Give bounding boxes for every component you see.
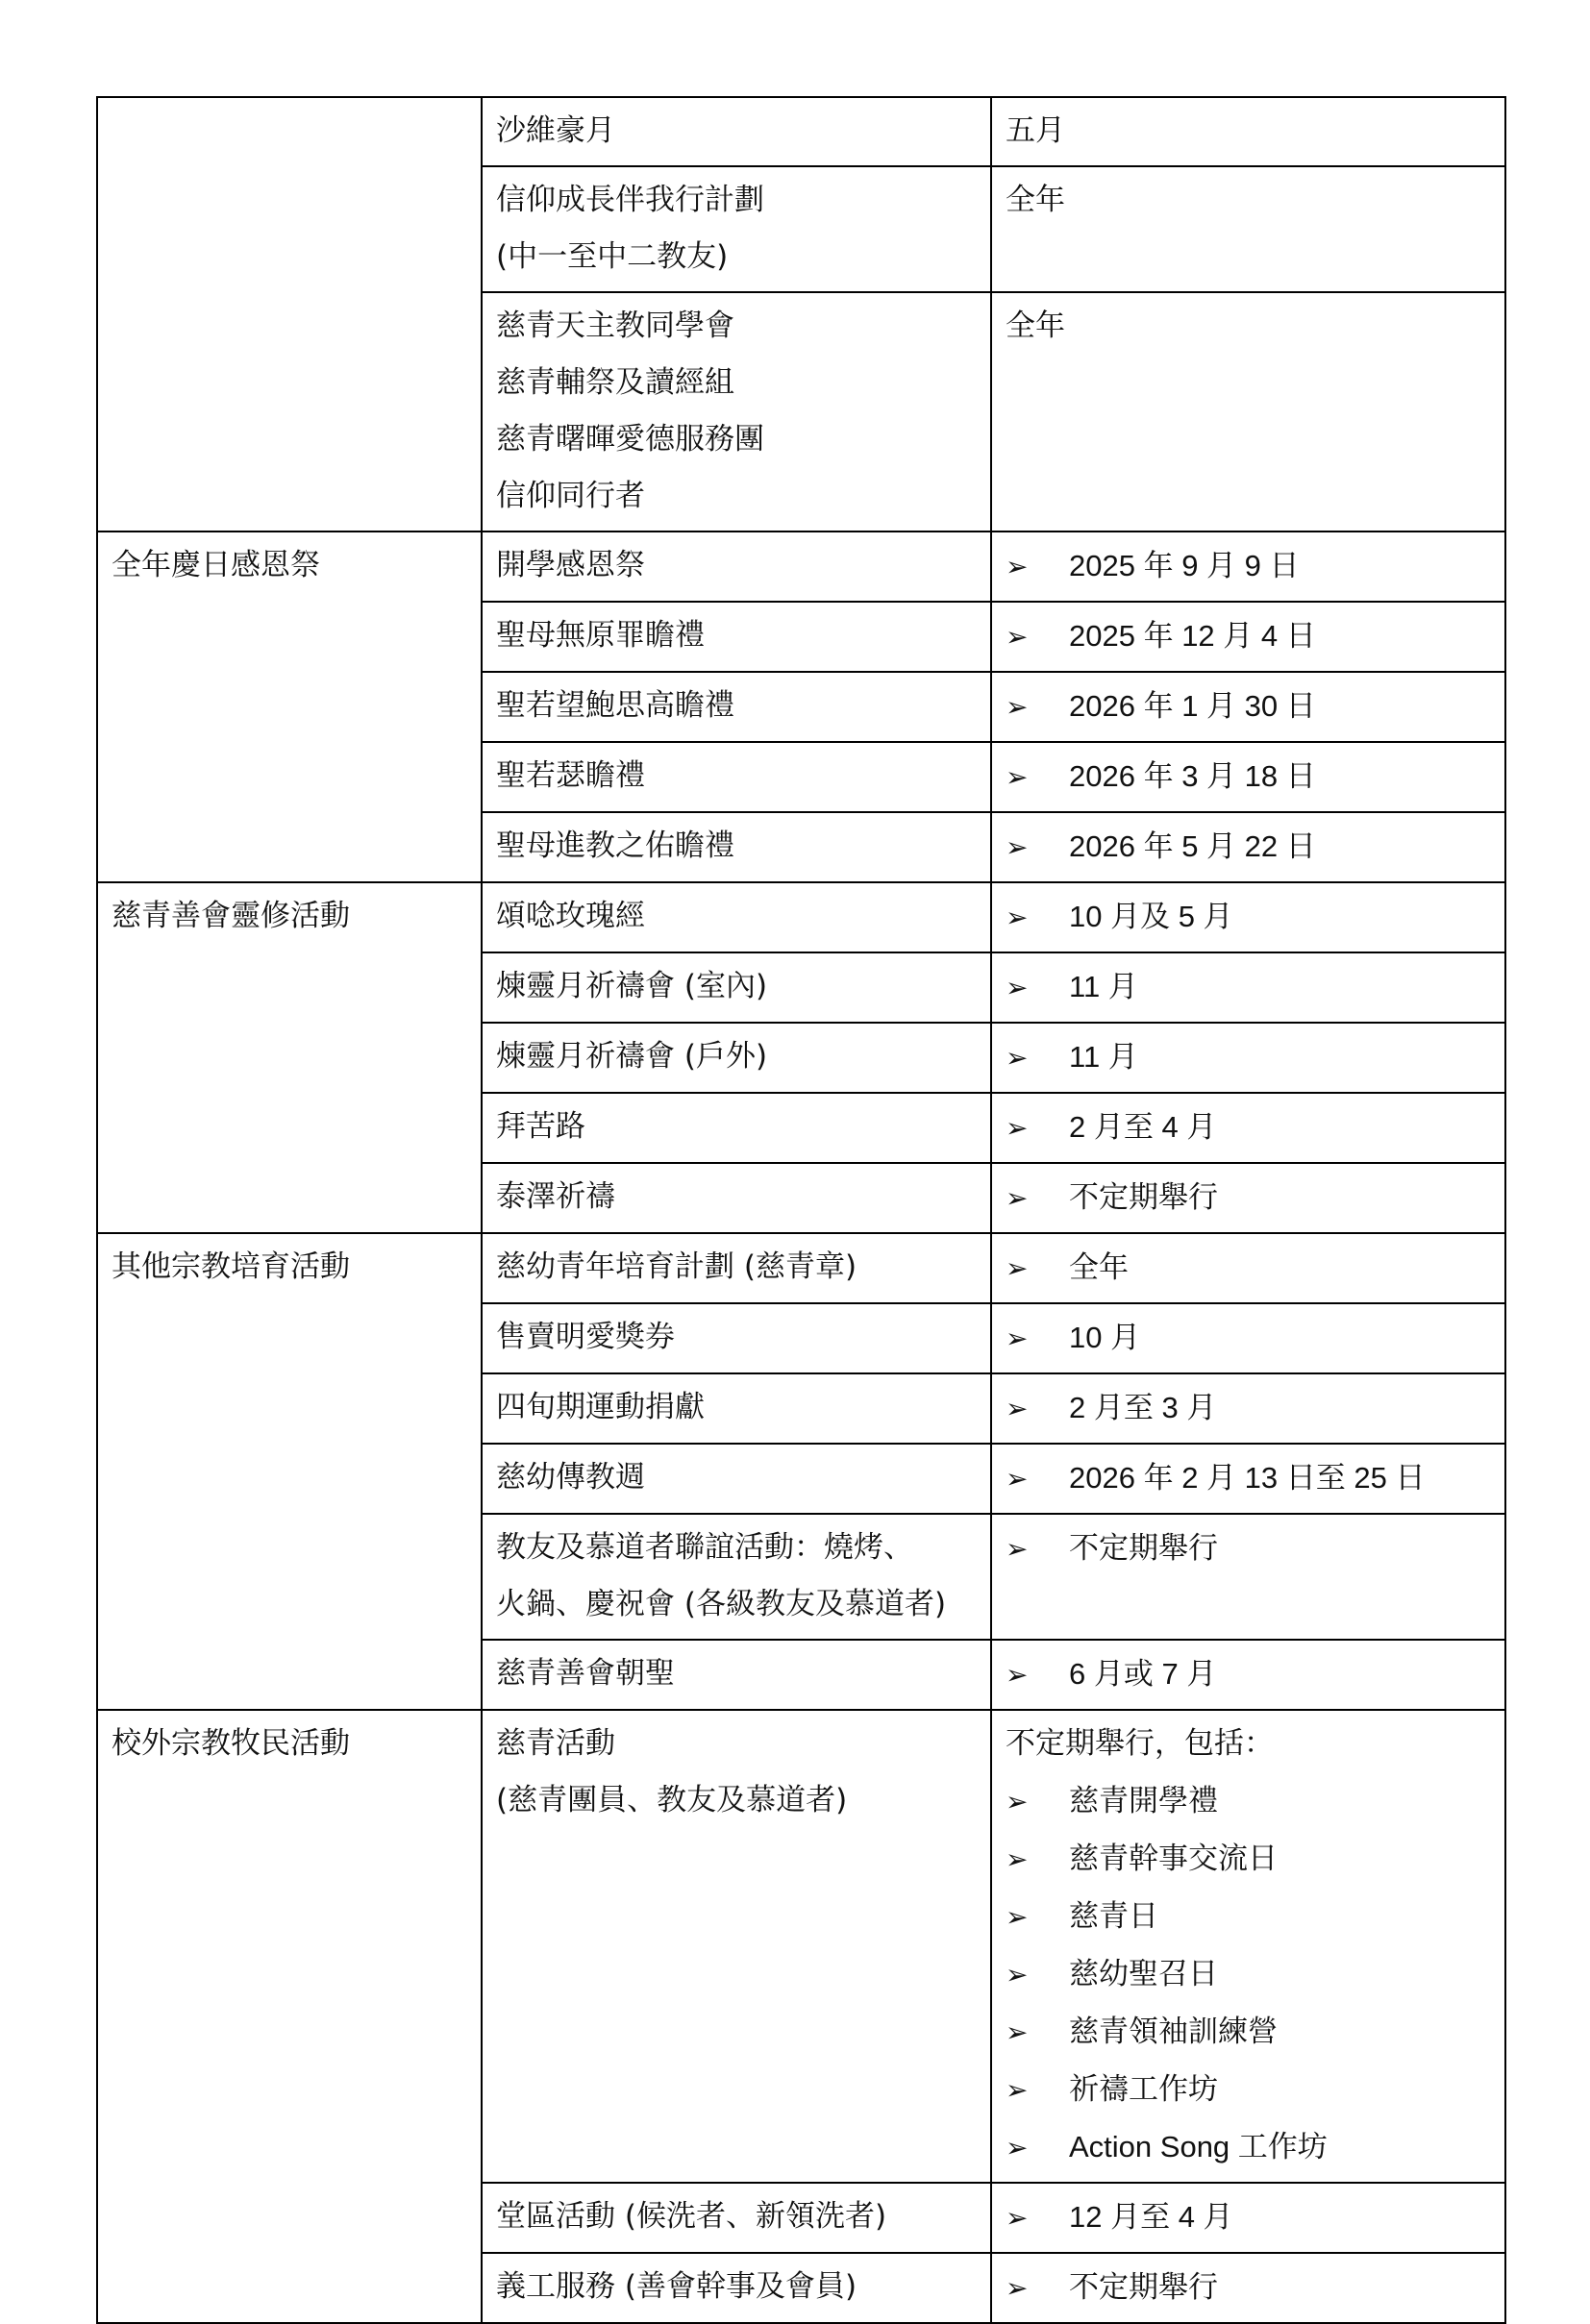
activity-cell [482,1023,991,1093]
time-cell [991,602,1505,672]
time-bullet-item [1006,1379,1491,1437]
time-bullet-item [1006,1099,1491,1156]
time-cell [991,952,1505,1023]
activity-name: 慈青輔祭及讀經組 [496,365,734,400]
arrow-bullet-icon: ➢ [1006,902,1029,933]
activity-name: 慈青曙暉愛德服務團 [496,422,764,457]
arrow-bullet-icon: ➢ [1006,1786,1029,1817]
time-bullet-item [1006,1309,1491,1367]
activity-name: 聖若瑟瞻禮 [496,758,645,793]
time-bullet-text: 2 月至 4 月 [1069,1110,1217,1144]
arrow-bullet-icon: ➢ [1006,1533,1029,1565]
activity-name: 慈幼青年培育計劃 (慈青章) [496,1249,857,1284]
activity-cell [482,1163,991,1233]
time-bullet-item [1006,1830,1491,1888]
time-bullet-item [1006,1169,1491,1226]
time-bullet-item [1006,1449,1491,1507]
time-bullet-text: 2026 年 3 月 18 日 [1069,759,1316,793]
time-bullet-item [1006,1520,1491,1577]
activity-name: 教友及慕道者聯誼活動：燒烤、 [496,1530,913,1565]
arrow-bullet-icon: ➢ [1006,761,1029,793]
time-bullet-item [1006,958,1491,1016]
time-bullet-item [1006,888,1491,946]
activity-name: 聖母進教之佑瞻禮 [496,828,734,863]
time-text: 五月 [1006,113,1065,148]
time-cell [991,812,1505,882]
category-cell [97,1233,482,1710]
table-row [97,882,1505,952]
time-bullet-text: 10 月 [1069,1321,1141,1354]
time-cell [991,1444,1505,1514]
time-cell [991,166,1505,292]
time-bullet-text: 慈幼聖召日 [1069,1957,1218,1990]
time-cell [991,1640,1505,1710]
time-cell [991,292,1505,532]
activity-name: 慈青天主教同學會 [496,309,734,343]
time-text: 全年 [1006,183,1065,217]
arrow-bullet-icon: ➢ [1006,2132,1029,2163]
time-bullet-text: 慈青日 [1069,1899,1158,1933]
time-bullet-item [1006,1645,1491,1703]
activity-name: 四旬期運動捐獻 [496,1390,705,1424]
activity-cell [482,952,991,1023]
arrow-bullet-icon: ➢ [1006,1463,1029,1495]
time-cell [991,1233,1505,1303]
time-bullet-text: Action Song 工作坊 [1069,2130,1328,2163]
time-bullet-text: 6 月或 7 月 [1069,1657,1217,1691]
arrow-bullet-icon: ➢ [1006,1659,1029,1691]
time-bullet-item [1006,607,1491,665]
activity-cell [482,812,991,882]
arrow-bullet-icon: ➢ [1006,1042,1029,1074]
arrow-bullet-icon: ➢ [1006,1182,1029,1214]
activity-cell [482,2183,991,2253]
time-cell [991,97,1505,166]
activity-cell [482,292,991,532]
activity-cell [482,672,991,742]
time-cell [991,532,1505,602]
time-cell [991,1163,1505,1233]
category-cell [97,882,482,1233]
activity-cell [482,1303,991,1373]
time-cell [991,1093,1505,1163]
activity-name: 火鍋、慶祝會 (各級教友及慕道者) [496,1587,947,1621]
time-bullet-text: 11 月 [1069,970,1138,1003]
category-label: 其他宗教培育活動 [112,1249,350,1284]
activity-name: 聖若望鮑思高瞻禮 [496,688,734,723]
category-cell [97,532,482,882]
activity-name: 頌唸玫瑰經 [496,899,645,933]
time-cell [991,1710,1505,2183]
activity-cell [482,602,991,672]
time-bullet-item [1006,1028,1491,1086]
activity-cell [482,1444,991,1514]
time-bullet-item [1006,748,1491,805]
activity-cell [482,2253,991,2323]
arrow-bullet-icon: ➢ [1006,691,1029,723]
category-cell [97,1710,482,2323]
arrow-bullet-icon: ➢ [1006,2202,1029,2234]
time-bullet-text: 2026 年 5 月 22 日 [1069,829,1316,863]
arrow-bullet-icon: ➢ [1006,1323,1029,1354]
activity-name: 煉靈月祈禱會 (戶外) [496,1039,768,1074]
time-bullet-text: 慈青幹事交流日 [1069,1842,1278,1875]
activity-name: 慈幼傳教週 [496,1460,645,1495]
time-cell [991,882,1505,952]
time-cell [991,742,1505,812]
table-row [97,1710,1505,2183]
table-row [97,1233,1505,1303]
arrow-bullet-icon: ➢ [1006,2074,1029,2106]
time-bullet-text: 2025 年 12 月 4 日 [1069,619,1316,653]
arrow-bullet-icon: ➢ [1006,831,1029,863]
table-row [97,97,1505,166]
activity-name: 慈青善會朝聖 [496,1656,675,1691]
time-bullet-item [1006,2118,1491,2176]
activity-name: 拜苦路 [496,1109,585,1144]
activity-cell [482,1514,991,1640]
time-bullet-text: 慈青領袖訓練營 [1069,2015,1278,2048]
time-bullet-text: 11 月 [1069,1040,1138,1074]
time-bullet-text: 祈禱工作坊 [1069,2072,1218,2106]
activity-schedule-table [96,96,1506,2324]
activity-name: 義工服務 (善會幹事及會員) [496,2269,857,2304]
time-bullet-text: 不定期舉行 [1069,1180,1218,1214]
time-bullet-item [1006,2003,1491,2061]
category-label: 校外宗教牧民活動 [112,1726,350,1761]
arrow-bullet-icon: ➢ [1006,2272,1029,2304]
table-row [97,532,1505,602]
time-bullet-item [1006,1772,1491,1830]
activity-cell [482,1373,991,1444]
activity-name: 開學感恩祭 [496,548,645,582]
time-bullet-item [1006,1945,1491,2003]
time-bullet-text: 12 月至 4 月 [1069,2200,1233,2234]
category-cell [97,97,482,532]
schedule-body [97,97,1505,2323]
time-bullet-item [1006,1239,1491,1297]
activity-name: (慈青團員、教友及慕道者) [496,1783,848,1817]
time-bullet-item [1006,2188,1491,2246]
activity-cell [482,742,991,812]
activity-cell [482,882,991,952]
activity-name: 聖母無原罪瞻禮 [496,618,705,653]
activity-name: 信仰同行者 [496,479,645,513]
time-bullet-text: 2025 年 9 月 9 日 [1069,549,1300,582]
activity-cell [482,1710,991,2183]
time-text: 不定期舉行，包括： [1006,1726,1274,1761]
time-cell [991,2253,1505,2323]
time-cell [991,672,1505,742]
time-bullet-item [1006,678,1491,735]
arrow-bullet-icon: ➢ [1006,1901,1029,1933]
document-page [96,96,1504,2324]
time-bullet-item [1006,1888,1491,1945]
activity-name: 慈青活動 [496,1726,615,1761]
activity-name: (中一至中二教友) [496,239,729,274]
arrow-bullet-icon: ➢ [1006,551,1029,582]
time-cell [991,1514,1505,1640]
time-bullet-text: 2 月至 3 月 [1069,1391,1217,1424]
activity-name: 信仰成長伴我行計劃 [496,183,764,217]
activity-cell [482,1233,991,1303]
activity-cell [482,97,991,166]
arrow-bullet-icon: ➢ [1006,1112,1029,1144]
time-bullet-item [1006,818,1491,876]
arrow-bullet-icon: ➢ [1006,1843,1029,1875]
activity-cell [482,1093,991,1163]
time-bullet-item [1006,2061,1491,2118]
time-bullet-text: 2026 年 1 月 30 日 [1069,689,1316,723]
activity-name: 泰澤祈禱 [496,1179,615,1214]
time-bullet-text: 不定期舉行 [1069,1531,1218,1565]
activity-name: 堂區活動 (候洗者、新領洗者) [496,2199,887,2234]
time-bullet-text: 不定期舉行 [1069,2270,1218,2304]
arrow-bullet-icon: ➢ [1006,1393,1029,1424]
time-cell [991,2183,1505,2253]
arrow-bullet-icon: ➢ [1006,621,1029,653]
activity-name: 煉靈月祈禱會 (室內) [496,969,768,1003]
category-label: 全年慶日感恩祭 [112,548,320,582]
activity-cell [482,1640,991,1710]
time-cell [991,1023,1505,1093]
arrow-bullet-icon: ➢ [1006,1252,1029,1284]
activity-cell [482,166,991,292]
arrow-bullet-icon: ➢ [1006,1959,1029,1990]
time-bullet-text: 10 月及 5 月 [1069,900,1233,933]
time-bullet-text: 慈青開學禮 [1069,1784,1218,1817]
activity-cell [482,532,991,602]
time-cell [991,1303,1505,1373]
time-text: 全年 [1006,309,1065,343]
activity-name: 售賣明愛獎券 [496,1320,675,1354]
activity-name: 沙維豪月 [496,113,615,148]
time-bullet-item [1006,2259,1491,2316]
category-label: 慈青善會靈修活動 [112,899,350,933]
time-cell [991,1373,1505,1444]
arrow-bullet-icon: ➢ [1006,972,1029,1003]
time-bullet-item [1006,537,1491,595]
arrow-bullet-icon: ➢ [1006,2016,1029,2048]
time-bullet-text: 2026 年 2 月 13 日至 25 日 [1069,1461,1426,1495]
time-bullet-text: 全年 [1069,1250,1129,1284]
